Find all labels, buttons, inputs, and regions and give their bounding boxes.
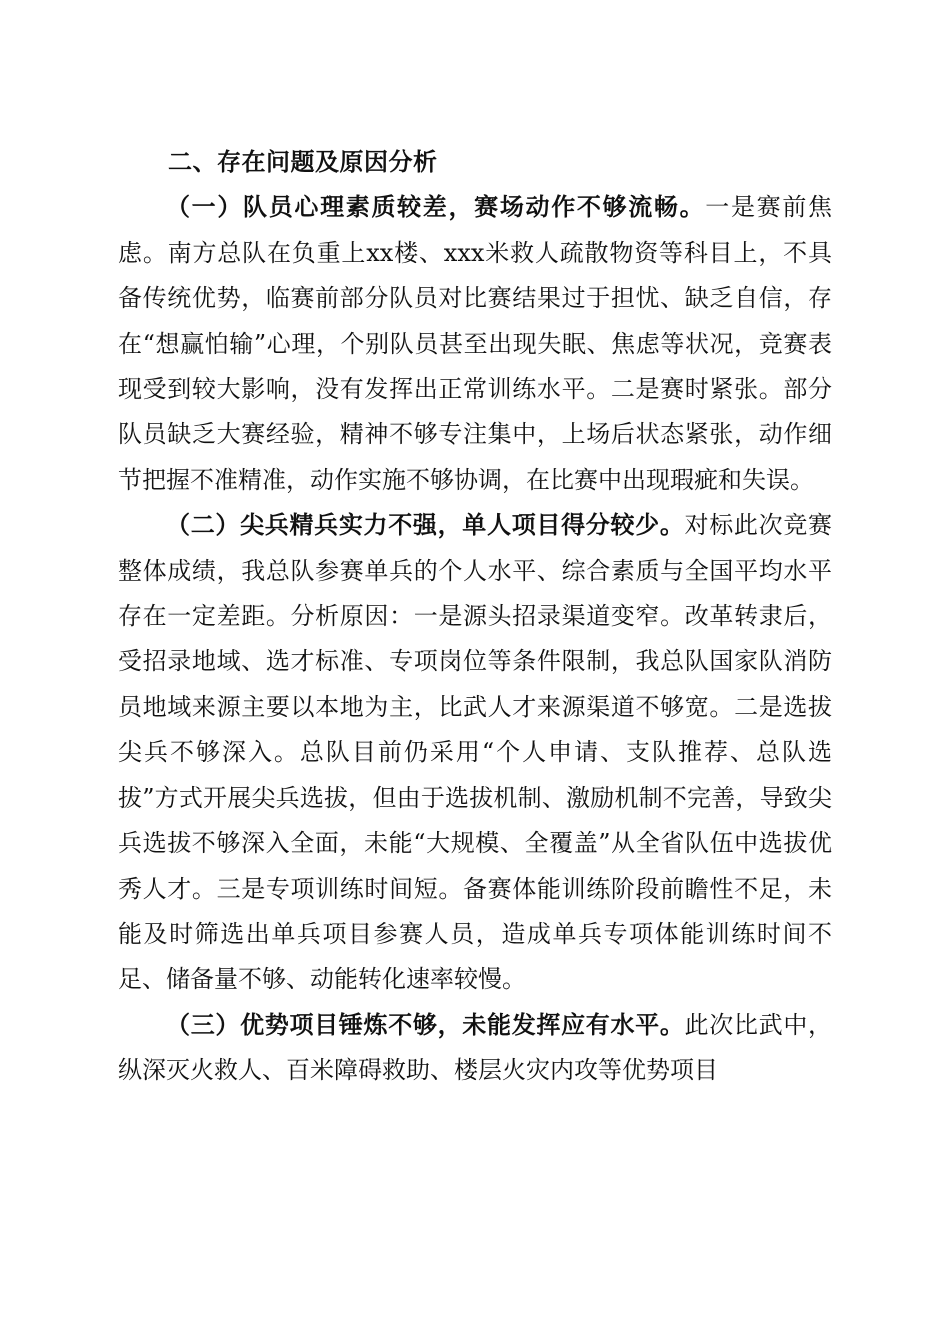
paragraph-1-body: 一是赛前焦虑。南方总队在负重上xx楼、xxx米救人疏散物资等科目上，不具备传统优势，临赛前部分队员对比赛结果过于担忧、缺乏自信，存在“想赢怕输”心理，个别队员甚至出现失眠、焦虑等状况，竞赛表现受到较大影响，没有发挥出正常训练水平。二是赛时紧张。部分队员缺乏大赛经验，精神不够专注集中，上场后状态紧张，动作细节把握不准精准，动作实施不够协调，在比赛中出现瑕疵和失误。: [118, 193, 833, 494]
paragraph-1: [118, 185, 832, 503]
paragraph-2: [118, 503, 832, 1002]
paragraph-1-lead: （一）队员心理素质较差，赛场动作不够流畅。: [166, 193, 706, 222]
section-heading: 二、存在问题及原因分析: [168, 148, 438, 176]
document-body: [118, 140, 832, 1094]
paragraph-3: [118, 1003, 832, 1094]
paragraph-2-body: 对标此次竞赛整体成绩，我总队参赛单兵的个人水平、综合素质与全国平均水平存在一定差距。分析原因：一是源头招录渠道变窄。改革转隶后，受招录地域、选才标准、专项岗位等条件限制，我总队国家队消防员地域来源主要以本地为主，比武人才来源渠道不够宽。二是选拔尖兵不够深入。总队目前仍采用“个人申请、支队推荐、总队选拔”方式开展尖兵选拔，但由于选拔机制、激励机制不完善，导致尖兵选拔不够深入全面，未能“大规模、全覆盖”从全省队伍中选拔优秀人才。三是专项训练时间短。备赛体能训练阶段前瞻性不足，未能及时筛选出单兵项目参赛人员，造成单兵专项体能训练时间不足、储备量不够、动能转化速率较慢。: [118, 511, 833, 994]
paragraph-3-lead: （三）优势项目锤炼不够，未能发挥应有水平。: [166, 1010, 685, 1039]
paragraph-2-lead: （二）尖兵精兵实力不强，单人项目得分较少。: [166, 511, 685, 540]
paragraph-3-body: 此次比武中，纵深灭火救人、百米障碍救助、楼层火灾内攻等优势项目: [118, 1010, 833, 1085]
